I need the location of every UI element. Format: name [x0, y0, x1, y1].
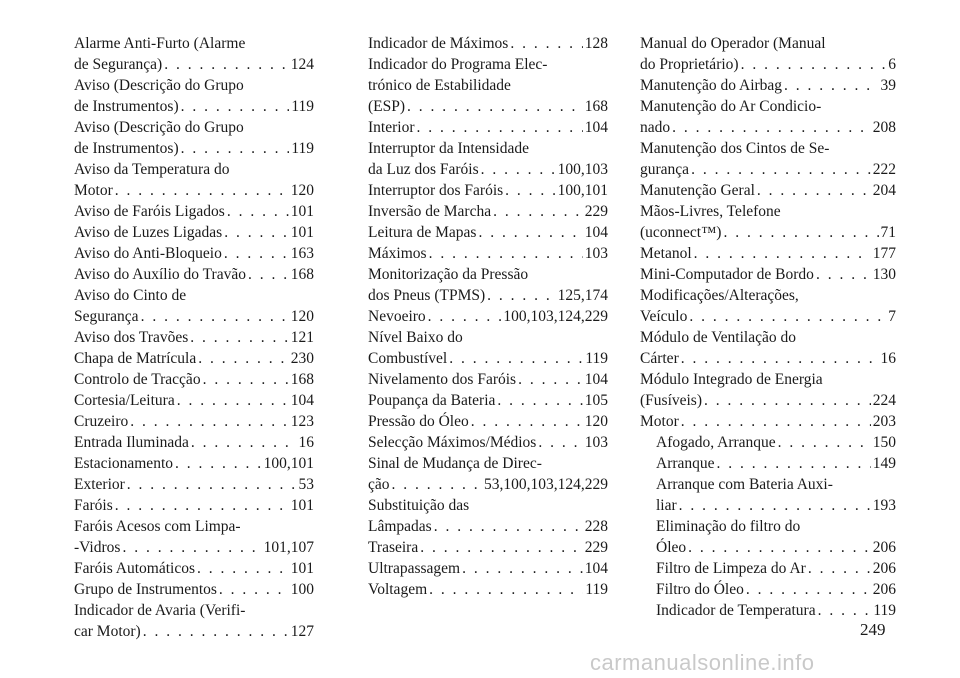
entry-text: Poupança da Bateria	[368, 392, 496, 409]
entry-page: 168	[584, 98, 608, 115]
entry-text: Arranque	[656, 455, 715, 472]
index-entry	[368, 117, 608, 138]
entry-text: Motor	[74, 182, 113, 199]
dot-leader	[115, 180, 289, 201]
entry-page: 203	[872, 413, 896, 430]
entry-page: 53	[298, 476, 314, 493]
index-entry	[368, 369, 608, 390]
index-subentry	[640, 600, 896, 621]
entry-page: 100,101	[557, 182, 608, 199]
index-entry	[74, 348, 314, 369]
entry-page: 101	[290, 224, 314, 241]
index-subentry	[640, 537, 896, 558]
entry-text: Nevoeiro	[368, 308, 426, 325]
index-entry	[640, 285, 896, 306]
index-entry	[74, 222, 314, 243]
entry-text: Filtro do Óleo	[656, 581, 744, 598]
entry-text: Chapa de Matrícula	[74, 350, 197, 367]
entry-page: 53,100,103,124,229	[484, 476, 608, 493]
entry-page: 101	[290, 203, 314, 220]
entry-page: 168	[290, 371, 314, 388]
index-column-2	[368, 33, 608, 600]
index-entry	[74, 432, 314, 453]
index-entry	[640, 159, 896, 180]
dot-leader	[672, 117, 871, 138]
entry-text: Indicador do Programa Elec-	[368, 56, 548, 73]
entry-text: Cruzeiro	[74, 413, 129, 430]
index-entry	[74, 327, 314, 348]
dot-leader	[143, 621, 289, 642]
index-subentry	[640, 579, 896, 600]
index-entry	[74, 306, 314, 327]
entry-text: Traseira	[368, 539, 419, 556]
dot-leader	[130, 411, 289, 432]
index-entry	[74, 285, 314, 306]
index-entry	[368, 327, 608, 348]
dot-leader	[808, 558, 871, 579]
entry-text: Manual do Operador (Manual	[640, 35, 826, 52]
dot-leader	[227, 201, 289, 222]
entry-page: 149	[872, 455, 896, 472]
index-entry	[74, 33, 314, 54]
index-entry	[640, 138, 896, 159]
index-entry	[74, 600, 314, 621]
entry-page: 228	[584, 518, 608, 535]
entry-page: 193	[872, 497, 896, 514]
index-entry	[640, 411, 896, 432]
entry-page: 7	[888, 308, 896, 325]
entry-page: 222	[872, 161, 896, 178]
index-entry	[74, 243, 314, 264]
entry-text: Interruptor dos Faróis	[368, 182, 504, 199]
entry-text: Módulo Integrado de Energia	[640, 371, 823, 388]
entry-page: 105	[584, 392, 608, 409]
entry-text: Interruptor da Intensidade	[368, 140, 529, 157]
entry-text: liar	[656, 497, 677, 514]
dot-leader	[181, 138, 290, 159]
entry-text: (uconnect™)	[640, 224, 722, 241]
dot-leader	[497, 390, 582, 411]
entry-page: 125,174	[557, 287, 608, 304]
entry-text: Faróis Acesos com Limpa-	[74, 518, 241, 535]
dot-leader	[757, 180, 871, 201]
entry-page: 104	[584, 119, 608, 136]
entry-page: 103	[584, 434, 608, 451]
entry-text: Aviso dos Travões	[74, 329, 189, 346]
dot-leader	[679, 495, 871, 516]
entry-text: Veículo	[640, 308, 688, 325]
dot-leader	[127, 474, 297, 495]
entry-text: Mãos-Livres, Telefone	[640, 203, 781, 220]
entry-page: 204	[872, 182, 896, 199]
dot-leader	[190, 327, 288, 348]
dot-leader	[420, 537, 583, 558]
entry-text: Manutenção Geral	[640, 182, 755, 199]
dot-leader	[175, 453, 262, 474]
entry-text: Faróis Automáticos	[74, 560, 195, 577]
dot-leader	[681, 348, 879, 369]
index-entry	[368, 474, 608, 495]
index-entry	[74, 390, 314, 411]
entry-text: (Fusíveis)	[640, 392, 702, 409]
entry-text: Máximos	[368, 245, 427, 262]
entry-text: Monitorização da Pressão	[368, 266, 529, 283]
entry-text: de Instrumentos)	[74, 140, 179, 157]
dot-leader	[392, 474, 482, 495]
index-entry	[74, 411, 314, 432]
dot-leader	[741, 54, 887, 75]
entry-text: Cortesia/Leitura	[74, 392, 175, 409]
index-entry	[640, 306, 896, 327]
index-entry	[74, 75, 314, 96]
entry-page: 101,107	[263, 539, 314, 556]
entry-text: Indicador de Avaria (Verifi-	[74, 602, 246, 619]
entry-page: 104	[584, 224, 608, 241]
entry-text: Segurança	[74, 308, 139, 325]
entry-page: 120	[290, 308, 314, 325]
entry-text: Módulo de Ventilação do	[640, 329, 796, 346]
entry-page: 206	[872, 581, 896, 598]
index-entry	[74, 621, 314, 642]
entry-page: 163	[290, 245, 314, 262]
dot-leader	[219, 579, 289, 600]
entry-text: Substituição das	[368, 497, 470, 514]
dot-leader	[689, 306, 886, 327]
entry-page: 208	[872, 119, 896, 136]
index-entry	[368, 495, 608, 516]
index-entry	[368, 201, 608, 222]
dot-leader	[177, 390, 289, 411]
entry-text: Combustível	[368, 350, 448, 367]
entry-text: Voltagem	[368, 581, 428, 598]
entry-page: 128	[584, 35, 608, 52]
entry-page: 104	[290, 392, 314, 409]
index-entry	[640, 180, 896, 201]
entry-text: dos Pneus (TPMS)	[368, 287, 486, 304]
entry-page: 101	[290, 497, 314, 514]
dot-leader	[115, 495, 289, 516]
index-entry	[640, 390, 896, 411]
dot-leader	[493, 201, 583, 222]
entry-page: 127	[290, 623, 314, 640]
index-entry	[368, 516, 608, 537]
index-entry	[368, 411, 608, 432]
entry-text: Lâmpadas	[368, 518, 432, 535]
entry-page: 104	[584, 371, 608, 388]
index-entry	[74, 369, 314, 390]
entry-text: de Segurança)	[74, 56, 163, 73]
entry-text: Manutenção do Airbag	[640, 77, 783, 94]
index-entry	[74, 558, 314, 579]
index-entry	[368, 348, 608, 369]
entry-text: Óleo	[656, 539, 687, 556]
entry-text: (ESP)	[368, 98, 406, 115]
index-entry	[74, 537, 314, 558]
entry-page: 119	[291, 140, 314, 157]
entry-page: 103	[584, 245, 608, 262]
entry-page: 100,103,124,229	[503, 308, 608, 325]
index-entry	[368, 558, 608, 579]
dot-leader	[487, 285, 555, 306]
entry-text: Aviso do Auxílio do Travão	[74, 266, 246, 283]
index-entry	[640, 117, 896, 138]
entry-page: 101	[290, 560, 314, 577]
index-entry	[74, 54, 314, 75]
index-entry	[640, 54, 896, 75]
entry-text: Manutenção dos Cintos de Se-	[640, 140, 830, 157]
entry-page: 229	[584, 539, 608, 556]
dot-leader	[471, 411, 583, 432]
entry-page: 104	[584, 560, 608, 577]
entry-page: 119	[873, 602, 896, 619]
entry-page: 6	[888, 56, 896, 73]
entry-text: Entrada Iluminada	[74, 434, 189, 451]
dot-leader	[197, 558, 289, 579]
dot-leader	[478, 222, 582, 243]
entry-text: -Vidros	[74, 539, 121, 556]
index-entry	[640, 243, 896, 264]
entry-text: Aviso (Descrição do Grupo	[74, 77, 244, 94]
entry-text: ção	[368, 476, 390, 493]
dot-leader	[694, 243, 871, 264]
index-entry	[368, 180, 608, 201]
dot-leader	[181, 96, 290, 117]
entry-page: 100,101	[263, 455, 314, 472]
index-column-1	[74, 33, 314, 642]
entry-text: Alarme Anti-Furto (Alarme	[74, 35, 246, 52]
index-entry	[640, 264, 896, 285]
entry-text: Cárter	[640, 350, 679, 367]
index-entry	[74, 117, 314, 138]
dot-leader	[816, 264, 871, 285]
entry-text: Selecção Máximos/Médios	[368, 434, 537, 451]
index-entry	[368, 306, 608, 327]
index-entry	[74, 579, 314, 600]
entry-text: Nivelamento dos Faróis	[368, 371, 517, 388]
entry-page: 230	[290, 350, 314, 367]
entry-text: Aviso do Cinto de	[74, 287, 187, 304]
dot-leader	[681, 411, 871, 432]
index-entry	[368, 432, 608, 453]
entry-page: 100	[290, 581, 314, 598]
dot-leader	[746, 579, 871, 600]
index-entry	[74, 159, 314, 180]
entry-text: Modificações/Alterações,	[640, 287, 799, 304]
entry-page: 71	[880, 224, 896, 241]
dot-leader	[462, 558, 583, 579]
dot-leader	[434, 516, 583, 537]
entry-text: car Motor)	[74, 623, 141, 640]
entry-page: 206	[872, 539, 896, 556]
dot-leader	[723, 222, 878, 243]
entry-text: Pressão do Óleo	[368, 413, 469, 430]
entry-page: 121	[290, 329, 314, 346]
entry-text: Ultrapassagem	[368, 560, 461, 577]
index-entry	[368, 243, 608, 264]
entry-text: Arranque com Bateria Auxi-	[656, 476, 833, 493]
entry-page: 120	[584, 413, 608, 430]
index-subentry	[640, 516, 896, 537]
entry-text: da Luz dos Faróis	[368, 161, 479, 178]
entry-text: trónico de Estabilidade	[368, 77, 511, 94]
page-number: 249	[860, 620, 886, 639]
index-entry	[640, 201, 896, 222]
entry-text: Afogado, Arranque	[656, 434, 776, 451]
dot-leader	[416, 117, 582, 138]
entry-page: 119	[585, 350, 608, 367]
index-entry	[74, 138, 314, 159]
entry-page: 39	[880, 77, 896, 94]
index-entry	[74, 495, 314, 516]
entry-text: Nível Baixo do	[368, 329, 463, 346]
dot-leader	[164, 54, 289, 75]
entry-page: 130	[872, 266, 896, 283]
dot-leader	[191, 432, 297, 453]
index-entry	[368, 33, 608, 54]
index-entry	[368, 285, 608, 306]
entry-page: 120	[290, 182, 314, 199]
entry-text: Filtro de Limpeza do Ar	[656, 560, 806, 577]
index-entry	[368, 138, 608, 159]
dot-leader	[818, 600, 872, 621]
index-entry	[640, 75, 896, 96]
index-entry	[640, 369, 896, 390]
index-subentry	[640, 453, 896, 474]
index-entry	[640, 348, 896, 369]
dot-leader	[518, 369, 583, 390]
entry-page: 168	[290, 266, 314, 283]
entry-text: Grupo de Instrumentos	[74, 581, 217, 598]
entry-text: Exterior	[74, 476, 125, 493]
entry-text: de Instrumentos)	[74, 98, 179, 115]
entry-text: Indicador de Temperatura	[656, 602, 816, 619]
dot-leader	[688, 537, 871, 558]
index-entry	[640, 222, 896, 243]
dot-leader	[784, 75, 878, 96]
index-subentry	[640, 495, 896, 516]
index-entry	[368, 537, 608, 558]
index-entry	[368, 453, 608, 474]
entry-text: Controlo de Tracção	[74, 371, 201, 388]
index-entry	[368, 75, 608, 96]
dot-leader	[778, 432, 871, 453]
dot-leader	[203, 369, 289, 390]
dot-leader	[481, 159, 556, 180]
entry-text: Estacionamento	[74, 455, 173, 472]
entry-text: gurança	[640, 161, 690, 178]
entry-text: Sinal de Mudança de Direc-	[368, 455, 542, 472]
index-subentry	[640, 558, 896, 579]
dot-leader	[505, 180, 555, 201]
index-entry	[74, 96, 314, 117]
entry-text: Inversão de Marcha	[368, 203, 492, 220]
index-entry	[368, 264, 608, 285]
index-entry	[640, 96, 896, 117]
dot-leader	[224, 243, 289, 264]
entry-page: 229	[584, 203, 608, 220]
entry-text: Aviso de Faróis Ligados	[74, 203, 225, 220]
dot-leader	[510, 33, 582, 54]
index-entry	[74, 453, 314, 474]
index-entry	[640, 327, 896, 348]
entry-text: Aviso de Luzes Ligadas	[74, 224, 223, 241]
index-entry	[368, 390, 608, 411]
dot-leader	[538, 432, 582, 453]
entry-page: 224	[872, 392, 896, 409]
dot-leader	[248, 264, 289, 285]
dot-leader	[428, 306, 502, 327]
index-entry	[368, 579, 608, 600]
dot-leader	[691, 159, 871, 180]
index-entry	[368, 222, 608, 243]
index-entry	[368, 159, 608, 180]
dot-leader	[704, 390, 871, 411]
entry-page: 150	[872, 434, 896, 451]
entry-page: 119	[585, 581, 608, 598]
index-entry	[74, 264, 314, 285]
dot-leader	[141, 306, 289, 327]
entry-text: do Proprietário)	[640, 56, 739, 73]
entry-page: 16	[298, 434, 314, 451]
index-subentry	[640, 432, 896, 453]
index-entry	[74, 201, 314, 222]
dot-leader	[717, 453, 871, 474]
entry-page: 124	[290, 56, 314, 73]
entry-text: Interior	[368, 119, 415, 136]
index-entry	[368, 96, 608, 117]
entry-page: 100,103	[557, 161, 608, 178]
entry-text: Mini-Computador de Bordo	[640, 266, 814, 283]
entry-text: Motor	[640, 413, 679, 430]
index-column-3	[640, 33, 896, 621]
dot-leader	[224, 222, 289, 243]
index-entry	[74, 180, 314, 201]
entry-text: Metanol	[640, 245, 692, 262]
entry-text: Leitura de Mapas	[368, 224, 477, 241]
entry-text: Aviso da Temperatura do	[74, 161, 230, 178]
entry-page: 123	[290, 413, 314, 430]
entry-page: 119	[291, 98, 314, 115]
entry-text: Eliminação do filtro do	[656, 518, 801, 535]
dot-leader	[449, 348, 583, 369]
dot-leader	[198, 348, 289, 369]
index-entry	[74, 474, 314, 495]
dot-leader	[407, 96, 583, 117]
dot-leader	[122, 537, 261, 558]
index-subentry	[640, 474, 896, 495]
index-entry	[640, 33, 896, 54]
watermark: carmanualsonline.info	[590, 650, 815, 675]
entry-text: Aviso do Anti-Bloqueio	[74, 245, 222, 262]
entry-text: nado	[640, 119, 671, 136]
entry-text: Aviso (Descrição do Grupo	[74, 119, 244, 136]
entry-page: 206	[872, 560, 896, 577]
dot-leader	[429, 579, 583, 600]
index-entry	[368, 54, 608, 75]
index-entry	[74, 516, 314, 537]
entry-text: Faróis	[74, 497, 113, 514]
entry-page: 16	[880, 350, 896, 367]
entry-text: Manutenção do Ar Condicio-	[640, 98, 822, 115]
entry-text: Indicador de Máximos	[368, 35, 509, 52]
dot-leader	[429, 243, 583, 264]
entry-page: 177	[872, 245, 896, 262]
